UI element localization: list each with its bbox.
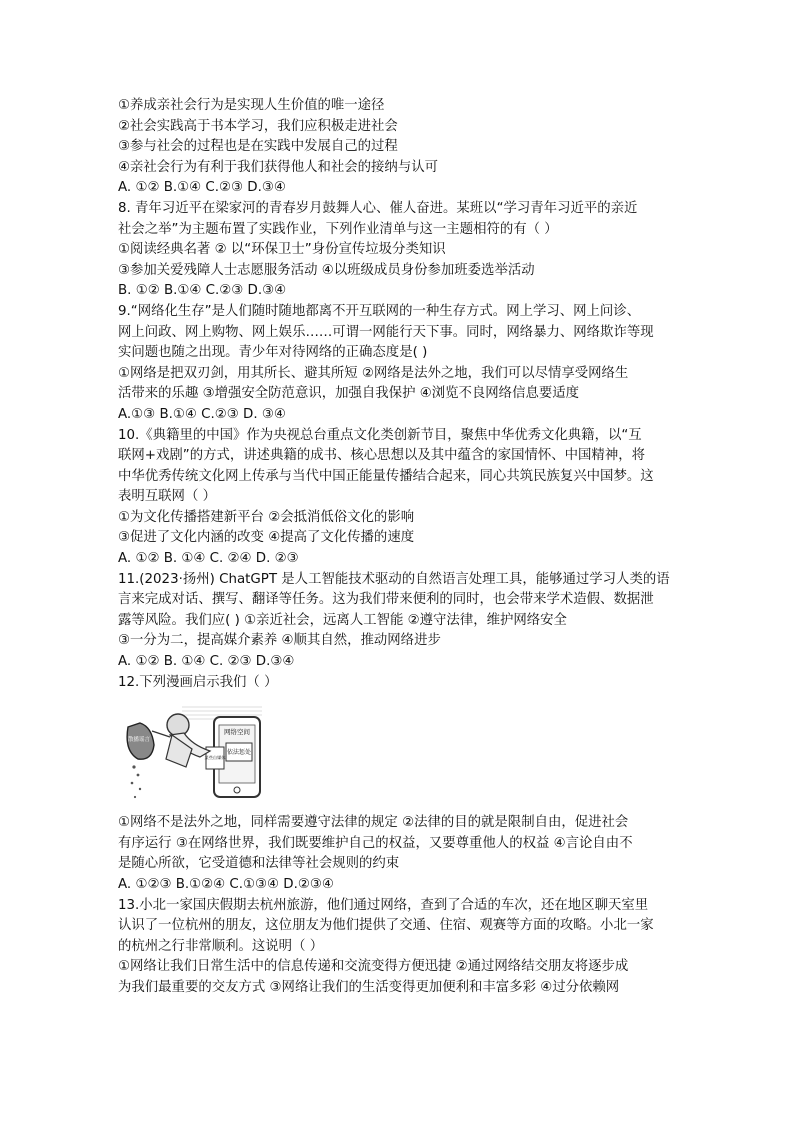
q9-choices: A.①③ B.①④ C.②③ D. ③④: [118, 406, 286, 422]
q8-option-3: ③参加关爱残障人士志愿服务活动: [118, 262, 318, 278]
exam-page: [118, 96, 678, 999]
q8-stem-line-1: 8. 青年习近平在梁家河的青春岁月鼓舞人心、催人奋进。某班以“学习青年习近平的亲近: [118, 200, 638, 216]
q8-options-row-1: [118, 240, 678, 261]
q13-stem-line-1: 13.小北一家国庆假期去杭州旅游，他们通过网络，查到了合适的车次，还在地区聊天室里: [118, 897, 649, 913]
q13-options-line-1: ①网络让我们日常生活中的信息传递和交流变得方便迅捷 ②通过网络结交朋友将逐步成: [118, 959, 629, 975]
q12-stem: 12.下列漫画启示我们（ ）: [118, 674, 278, 690]
q12-options-line-2: 有序运行 ③在网络世界，我们既要维护自己的权益，又要尊重他人的权益 ④言论自由不: [118, 835, 633, 851]
q13-options-line-2: 为我们最重要的交友方式 ③网络让我们的生活变得更加便利和丰富多彩 ④过分依赖网: [118, 979, 620, 995]
q10-choices: A. ①② B. ①④ C. ②④ D. ②③: [118, 551, 299, 567]
q12-cartoon: [122, 701, 268, 805]
q10-stem-line-4: 表明互联网（ ）: [118, 489, 216, 505]
cartoon-illustration: [122, 701, 268, 805]
q10-stem-line-2: 联网+戏剧”的方式，讲述典籍的成书、核心思想以及其中蕴含的家国情怀、中国精神，将: [118, 448, 645, 464]
cartoon-sign-left: 某些自媒体: [204, 755, 226, 761]
q8-option-4: ④以班级成员身份参加班委选举活动: [321, 262, 535, 278]
q13-stem-line-2: 认识了一位杭州的朋友，这位朋友为他们提供了交通、住宿、观赛等方面的攻略。小北一家: [118, 918, 654, 934]
q13-stem-line-3: 的杭州之行非常顺利。这说明（ ）: [118, 938, 324, 954]
q10-options-row-2: [118, 528, 678, 549]
q10-option-2: ②会抵消低俗文化的影响: [268, 509, 415, 525]
q8-option-2: ② 以“环保卫士”身份宣传垃圾分类知识: [214, 242, 446, 258]
q9-stem-line-3: 实问题也随之出现。青少年对待网络的正确态度是( ): [118, 345, 428, 361]
q11-choices: A. ①② B. ①④ C. ②③ D.③④: [118, 654, 295, 670]
q7-statement-4: ④亲社会行为有利于我们获得他人和社会的接纳与认可: [118, 159, 438, 175]
q10-option-4: ④提高了文化传播的速度: [268, 530, 415, 546]
q8-option-1: ①阅读经典名著: [118, 242, 211, 258]
q7-statement-1: ①养成亲社会行为是实现人生价值的唯一途径: [118, 98, 385, 113]
q10-stem-line-3: 中华优秀传统文化网上传承与当代中国正能量传播结合起来，同心共筑民族复兴中国梦。这: [118, 468, 654, 484]
q7-statement-3: ③参与社会的过程也是在实践中发展自己的过程: [118, 139, 398, 155]
q10-options-row-1: [118, 508, 678, 529]
q8-options-row-2: [118, 261, 678, 282]
q10-option-1: ①为文化传播搭建新平台: [118, 509, 264, 525]
q8-stem-line-2: 社会之举”为主题布置了实践作业，下列作业清单与这一主题相符的有（ ）: [118, 221, 558, 237]
q12-options-line-3: 是随心所欲，它受道德和法律等社会规则的约束: [118, 856, 400, 872]
q11-stem-line-2: 言来完成对话、撰写、翻译等任务。这为我们带来便利的同时，也会带来学术造假、数据泄: [118, 592, 654, 608]
cartoon-sign-right: 依法惩处: [226, 749, 252, 757]
q9-stem-line-2: 网上问政、网上购物、网上娱乐……可谓一网能行天下事。同时，网络暴力、网络欺诈等现: [118, 324, 654, 340]
q12-options-line-1: ①网络不是法外之地，同样需要遵守法律的规定 ②法律的目的就是限制自由，促进社会: [118, 815, 629, 831]
q9-stem-line-1: 9.“网络化生存”是人们随时随地都离不开互联网的一种生存方式。网上学习、网上问诊、: [118, 303, 641, 319]
q9-options-line-2: 活带来的乐趣 ③增强安全防范意识，加强自我保护 ④浏览不良网络信息要适度: [118, 386, 580, 402]
q9-options-line-1: ①网络是把双刃剑，用其所长、避其所短 ②网络是法外之地，我们可以尽情享受网络生: [118, 365, 629, 381]
cartoon-bag-label: 散播谣言: [127, 737, 151, 744]
q10-stem-line-1: 10.《典籍里的中国》作为央视总台重点文化类创新节目，聚焦中华优秀文化典籍，以“互: [118, 427, 642, 443]
q8-choices: B. ①② B.①④ C.②③ D.③④: [118, 283, 287, 299]
q11-options-line: ③一分为二，提高媒介素养 ④顺其自然，推动网络进步: [118, 633, 441, 649]
cartoon-tablet-title: 网络空间: [224, 728, 250, 737]
q10-option-3: ③促进了文化内涵的改变: [118, 530, 264, 546]
q12-choices: A. ①②③ B.①②④ C.①③④ D.②③④: [118, 877, 334, 892]
q11-stem-line-3: 露等风险。我们应( ) ①亲近社会，远离人工智能 ②遵守法律，维护网络安全: [118, 612, 567, 628]
q7-choices: A. ①② B.①④ C.②③ D.③④: [118, 180, 286, 196]
q11-stem-line-1: 11.(2023·扬州) ChatGPT 是人工智能技术驱动的自然语言处理工具，能够通过学习人类的语: [118, 571, 670, 587]
q7-statement-2: ②社会实践高于书本学习，我们应积极走进社会: [118, 118, 398, 134]
